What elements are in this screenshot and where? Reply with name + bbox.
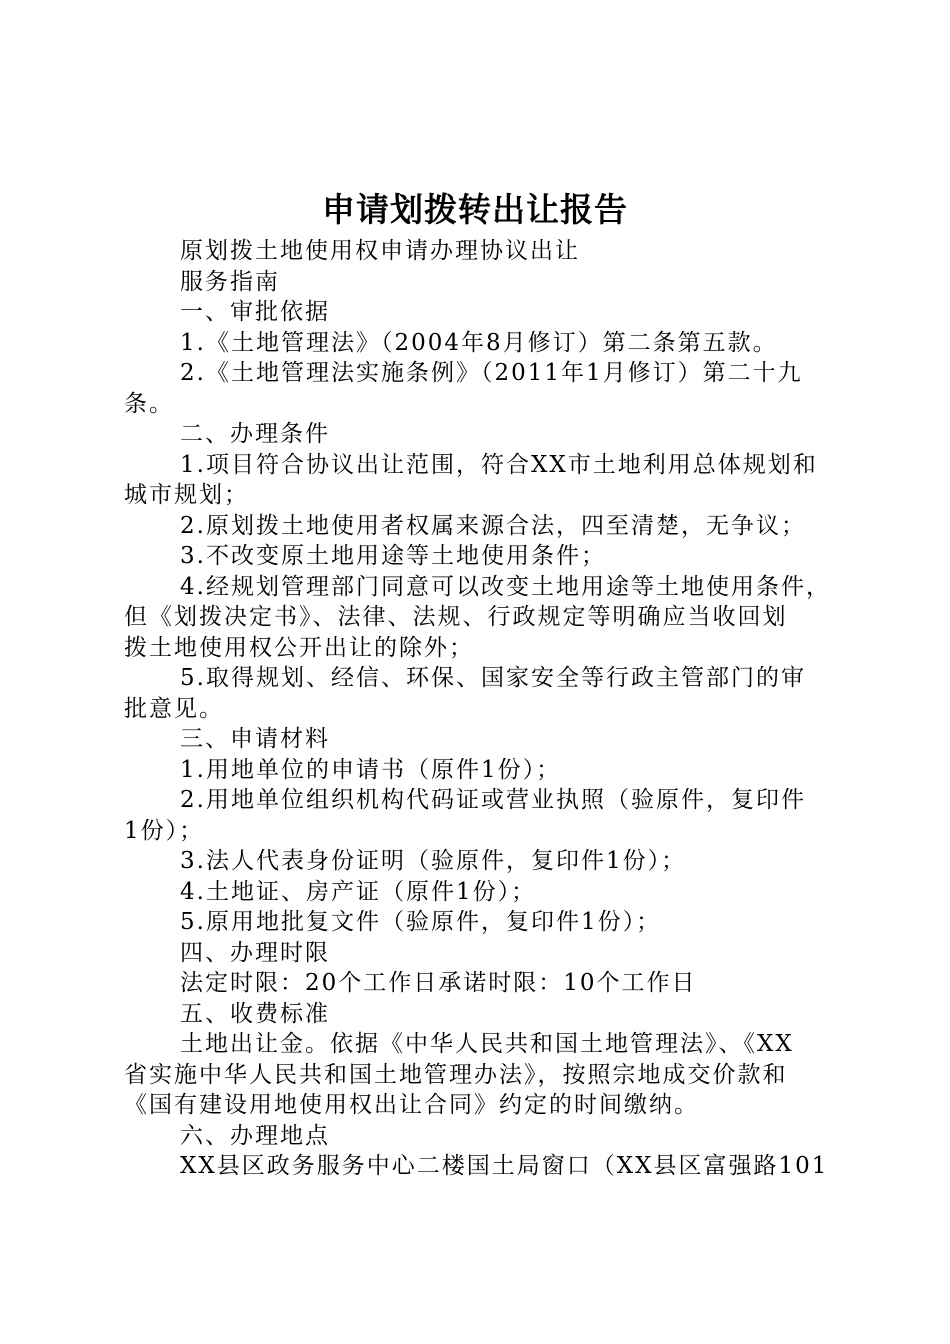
paragraph-line: 3.法人代表身份证明（验原件，复印件1份）； [180,848,687,874]
section-heading: 四、办理时限 [180,939,330,966]
intro-line: 原划拨土地使用权申请办理协议出让 [180,238,580,264]
paragraph-line: 1份）； [124,817,205,844]
paragraph-line: 1.项目符合协议出让范围，符合XX市土地利用总体规划和 [180,451,818,478]
paragraph-line: 2.《土地管理法实施条例》（2011年1月修订）第二十九 [180,360,803,386]
paragraph-line: 城市规划； [124,482,249,508]
section-heading: 二、办理条件 [180,421,330,447]
document-body [124,236,836,1182]
paragraph-line: 4.经规划管理部门同意可以改变土地用途等土地使用条件， [180,573,831,600]
section-heading: 一、审批依据 [180,299,330,325]
section-heading: 三、申请材料 [180,726,330,752]
paragraph-line: 批意见。 [124,695,224,722]
paragraph-line: 但《划拨决定书》、法律、法规、行政规定等明确应当收回划 [124,604,788,630]
paragraph-line: 法定时限：20个工作日承诺时限：10个工作日 [180,970,697,996]
paragraph-line: 3.不改变原土地用途等土地使用条件； [180,543,606,569]
paragraph-line: 1.《土地管理法》（2004年8月修订）第二条第五款。 [180,329,778,356]
intro-subtitle: 服务指南 [180,268,280,295]
paragraph-line: 5.原用地批复文件（验原件，复印件1份）； [180,909,662,935]
section-heading: 六、办理地点 [180,1122,330,1149]
paragraph-line: 1.用地单位的申请书（原件1份）； [180,756,562,783]
paragraph-line: 4.土地证、房产证（原件1份）； [180,878,537,905]
section-heading: 五、收费标准 [180,1000,330,1027]
paragraph-line: 拨土地使用权公开出让的除外； [124,634,474,661]
paragraph-line: 省实施中华人民共和国土地管理办法》，按照宗地成交价款和 [124,1061,788,1088]
paragraph-line: 2.原划拨土地使用者权属来源合法，四至清楚，无争议； [180,512,806,539]
document-title: 申请划拨转出让报告 [322,190,628,229]
paragraph-line: 5.取得规划、经信、环保、国家安全等行政主管部门的审 [180,665,806,691]
paragraph-line: 《国有建设用地使用权出让合同》约定的时间缴纳。 [124,1092,699,1118]
paragraph-line: 土地出让金。依据《中华人民共和国土地管理法》、《XX [180,1031,794,1057]
paragraph-line: XX县区政务服务中心二楼国土局窗口（XX县区富强路101 [180,1153,829,1179]
paragraph-line: 2.用地单位组织机构代码证或营业执照（验原件，复印件 [180,787,806,813]
paragraph-line: 条。 [124,390,174,417]
